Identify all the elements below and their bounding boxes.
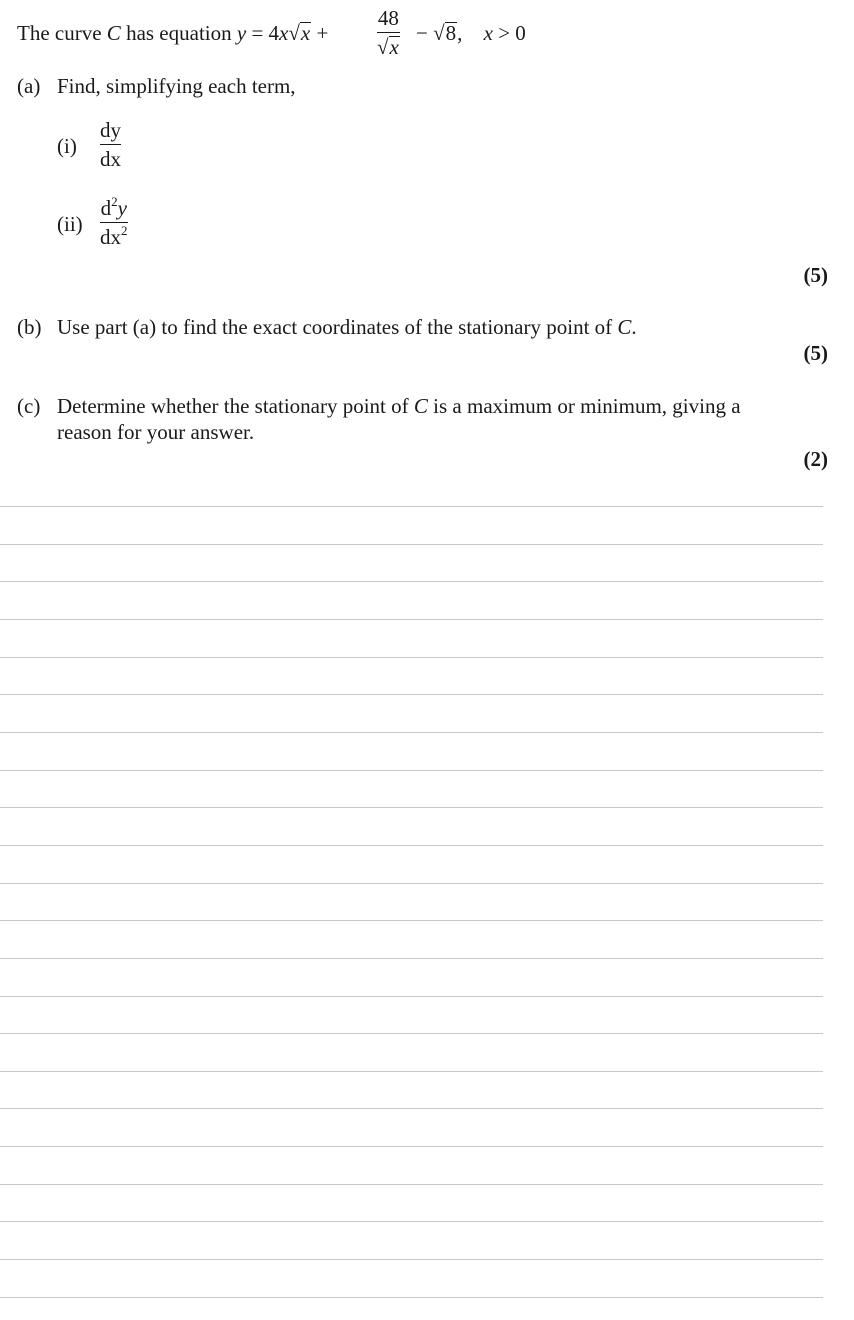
answer-line: [0, 996, 823, 997]
part-c-line1: Determine whether the stationary point of C is a maximum or minimum, giving a: [57, 394, 741, 418]
answer-line: [0, 1221, 823, 1222]
question-stem: [17, 21, 328, 45]
answer-line: [0, 1297, 823, 1298]
sqrt-x: x: [300, 21, 311, 45]
part-b-marks: (5): [803, 341, 828, 365]
fraction-numerator: 48: [377, 6, 399, 30]
eq-minus: −: [416, 21, 428, 45]
part-c-label: (c): [17, 394, 41, 418]
sqrt-sign-8: √: [433, 21, 445, 45]
fraction-denominator: √x: [377, 35, 399, 59]
answer-line: [0, 920, 823, 921]
sqrt-sign: √: [288, 21, 300, 45]
d2y-numerator: $d^2y$: [100, 194, 127, 220]
answer-line: [0, 1146, 823, 1147]
stem-prefix: The curve: [17, 21, 107, 45]
eq-x: x: [279, 21, 289, 45]
part-c-marks: (2): [803, 447, 828, 471]
answer-line: [0, 732, 823, 733]
part-a-ii-label: (ii): [57, 212, 83, 236]
part-a-i-label: (i): [57, 134, 77, 158]
dy-numerator: dy: [100, 118, 121, 142]
answer-line: [0, 1108, 823, 1109]
answer-line: [0, 883, 823, 884]
d2y-dx2-fraction: [100, 196, 128, 249]
answer-line: [0, 619, 823, 620]
answer-line: [0, 770, 823, 771]
eq-plus: +: [311, 21, 329, 45]
answer-line: [0, 845, 823, 846]
answer-line: [0, 1033, 823, 1034]
part-b-text: Use part (a) to find the exact coordinates of the stationary point of C.: [57, 315, 637, 339]
eq-comma: ,: [457, 21, 463, 45]
fraction-bar: [377, 32, 400, 33]
dx2-denominator: $dx^2$: [100, 223, 128, 249]
eq-lhs: y: [236, 21, 247, 45]
answer-line: [0, 544, 823, 545]
part-a-label: (a): [17, 74, 41, 98]
dx-denominator: dx: [100, 147, 121, 171]
part-a-marks: (5): [803, 263, 828, 287]
answer-line: [0, 694, 823, 695]
answer-line: [0, 581, 823, 582]
part-a-text: Find, simplifying each term,: [57, 74, 296, 98]
dy-dx-fraction: [100, 118, 121, 171]
eq-equals: = 4: [246, 21, 280, 45]
part-c-line2: reason for your answer.: [57, 420, 255, 444]
dy-dx-bar: [100, 144, 121, 145]
answer-line: [0, 1184, 823, 1185]
eq-tail: [416, 21, 526, 45]
domain-var: x: [483, 21, 493, 45]
stem-suffix: has equation: [120, 21, 237, 45]
answer-line: [0, 958, 823, 959]
curve-name: C: [106, 21, 121, 45]
part-b-label: (b): [17, 315, 42, 339]
answer-line: [0, 506, 823, 507]
answer-line: [0, 807, 823, 808]
answer-line: [0, 1071, 823, 1072]
sqrt-8: 8: [445, 21, 457, 45]
answer-line: [0, 657, 823, 658]
eq-fraction: [377, 6, 400, 59]
domain-condition: > 0: [492, 21, 526, 45]
answer-line: [0, 1259, 823, 1260]
